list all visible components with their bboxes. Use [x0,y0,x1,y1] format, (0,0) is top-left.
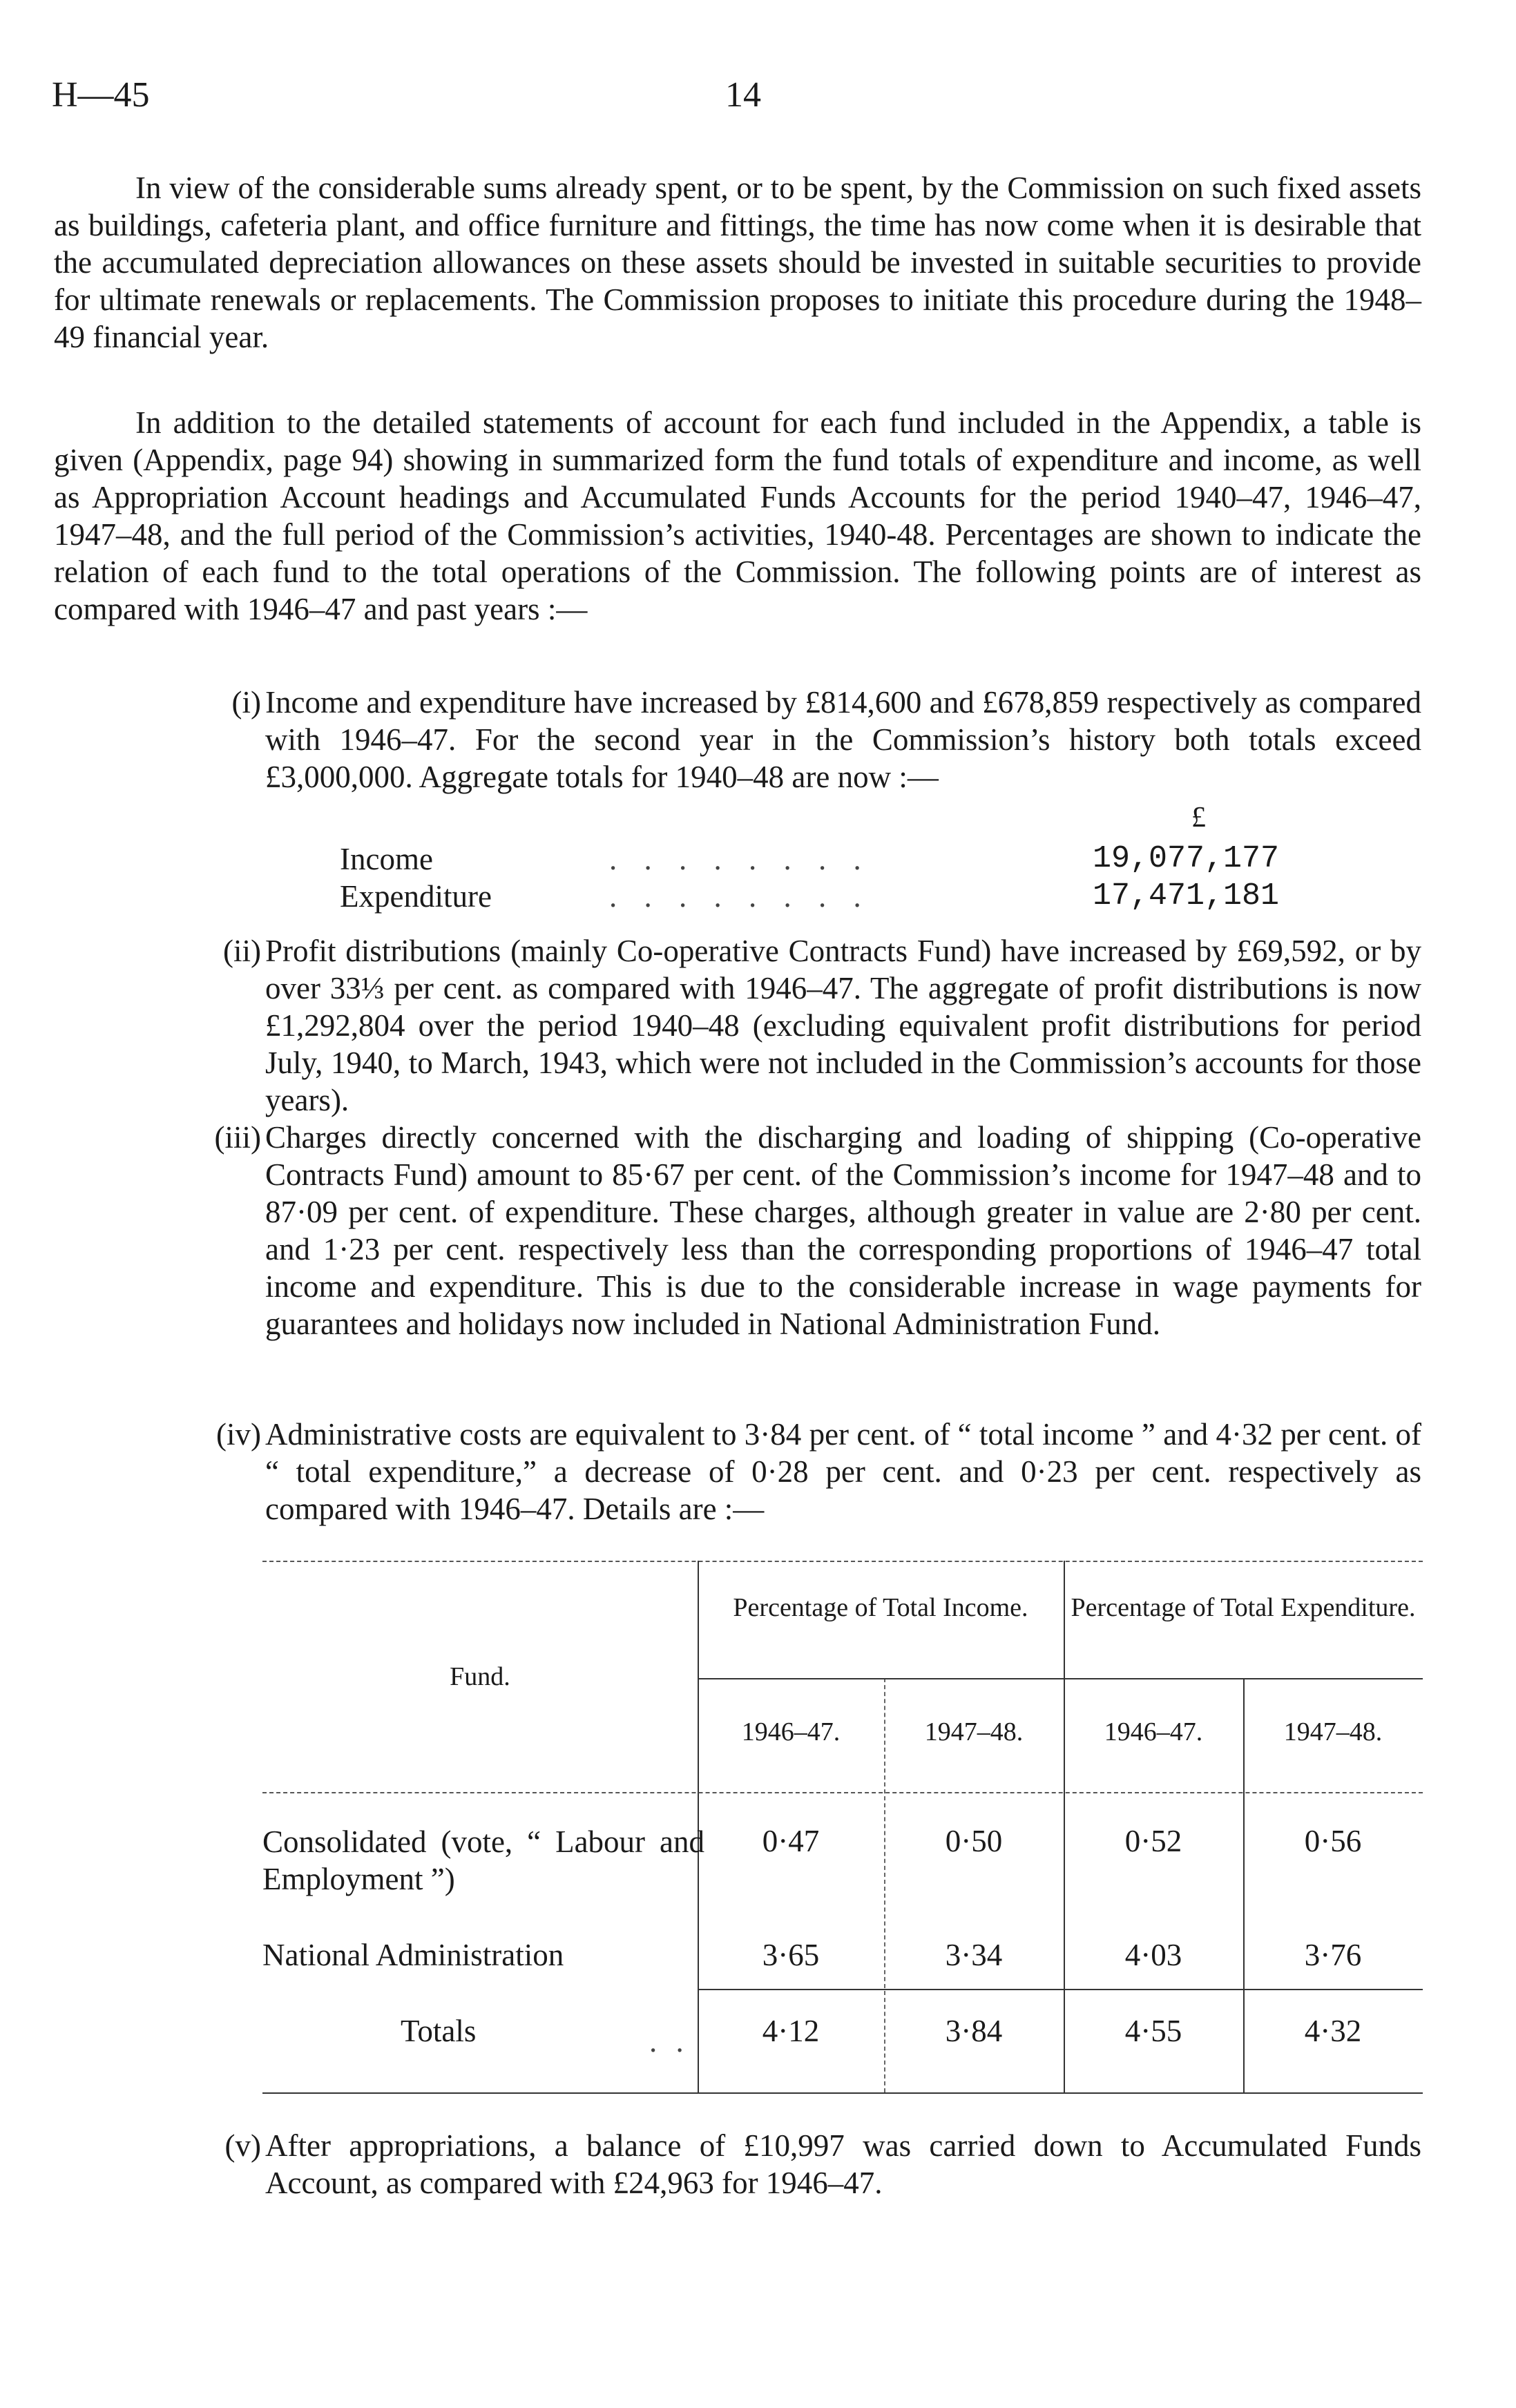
header-total-expenditure: Percentage of Total Expenditure. [1071,1593,1416,1622]
point-text: Administrative costs are equivalent to 3·84 per cent. of “ total income ” and 4·32 per cent. of “ total expenditure,” a decrease of 0·28 per cent. and 0·23 per cent. respectively as compared with 1946–47. Details are :— [265,1417,1421,1526]
percentage-table [262,1561,1423,2106]
point-ii [54,932,1421,1119]
aggregate-value: 19,077,177 [1092,841,1279,876]
table-bottom-rule [262,2092,1423,2094]
point-text: Income and expenditure have increased by £814,600 and £678,859 respectively as compared with 1946–47. For the second year in the Commission’s history both totals exceed £3,000,000. Aggregate totals for 1940–48 are now :— [265,685,1421,794]
point-iv [54,1416,1421,1528]
paragraph-depreciation: In view of the considerable sums already spent, or to be spent, by the Commission on such fixed assets as buildings, cafeteria plant, and office furniture and fittings, the time has now come when it is desirable that the accumulated depreciation allowances on these assets should be invested in suitable securities to provide for ultimate renewals or replacements. The Commission proposes to initiate this procedure during the 1948–49 financial year. [54,171,1421,354]
document-reference: H—45 [52,75,150,115]
total-value: 4·12 [762,2014,820,2048]
point-text: Charges directly concerned with the discharging and loading of shipping (Co-operative Contracts Fund) amount to 85·67 per cent. of the Commission’s income for 1947–48 and to 87·09 per cent. of expenditure. These charges, although greater in value are 2·80 per cent. and 1·23 per cent. respectively less than the corresponding proportions of 1946–47 total income and expenditure. This is due to the considerable increase in wage payments for guarantees and holidays now included in National Administration Fund. [265,1120,1421,1341]
aggregate-label: Income [340,842,433,876]
table-top-rule [262,1561,1423,1562]
cell-value: 0·50 [945,1824,1003,1858]
fund-consolidated: Consolidated (vote, “ Labour and Employment ”) [262,1824,704,1896]
point-text [265,932,1421,1119]
header-bottom-rule [262,1792,1423,1793]
leader-dots: . . . . . . . . [609,842,871,876]
point-iii [54,1119,1421,1342]
point-number: (i) [231,685,261,720]
aggregate-label: Expenditure [340,879,492,914]
cell-value: 3·65 [762,1938,820,1972]
header-expenditure-1947-48: 1947–48. [1283,1717,1383,1746]
point-text-after: per cent. as compared with 1946–47. The aggregate of profit distributions is now £1,292,804 over the period 1940–48 (excluding equivalent profit distributions for period July, 1940, to March, 1943, which were not included in the Commission’s accounts for those years). [265,971,1421,1117]
point-number: (ii) [223,934,261,968]
totals-label: Totals [401,2014,477,2048]
paragraph-appendix: In addition to the detailed statements of account for each fund included in the Appendix, a table is given (Appendix, page 94) showing in summarized form the fund totals of expenditure and income, as well as Appropriation Account headings and Accumulated Funds Accounts for the period 1940–47, 1946–47, 1947–48, and the full period of the Commission’s activities, 1940-48. Percentages are shown to indicate the relation of each fund to the total operations of the Commission. The following points are of interest as compared with 1946–47 and past years :— [54,405,1421,626]
leader-dots: . . [649,2024,689,2059]
point-i [54,684,1421,796]
point-number: (iii) [214,1120,261,1155]
point-number: (v) [224,2128,261,2163]
point-v [54,2127,1421,2202]
cell-value: 0·56 [1304,1824,1362,1858]
fund-national-administration: National Administration [262,1938,564,1972]
page-number: 14 [725,75,761,115]
header-income-1946-47: 1946–47. [741,1717,841,1746]
aggregate-value: 17,471,181 [1092,878,1279,914]
total-value: 4·55 [1124,2014,1182,2048]
point-number: (iv) [216,1417,261,1452]
cell-value: 4·03 [1124,1938,1182,1972]
cell-value: 0·52 [1124,1824,1182,1858]
header-total-income: Percentage of Total Income. [733,1593,1028,1622]
point-text-before: Profit distributions (mainly Co-operative Contracts Fund) have increased by £69,592, or by over 33 [265,934,1421,1005]
aggregate-row-expenditure [340,878,1307,916]
totals-top-rule [698,1989,1423,1990]
header-expenditure-1946-47: 1946–47. [1104,1717,1203,1746]
cell-value: 3·34 [945,1938,1003,1972]
leader-dots: . . . . . . . . [609,879,871,914]
cell-value: 3·76 [1304,1938,1362,1972]
total-value: 4·32 [1304,2014,1362,2048]
header-mid-rule [698,1678,1423,1679]
aggregate-row-income [340,841,1307,878]
fraction: ⅓ [361,971,385,1005]
header-income-1947-48: 1947–48. [924,1717,1024,1746]
point-text: After appropriations, a balance of £10,997 was carried down to Accumulated Funds Account, as compared with £24,963 for 1946–47. [265,2128,1421,2200]
cell-value: 0·47 [762,1824,820,1858]
header-fund: Fund. [450,1662,510,1691]
currency-header: £ [1191,802,1206,834]
total-value: 3·84 [945,2014,1003,2048]
